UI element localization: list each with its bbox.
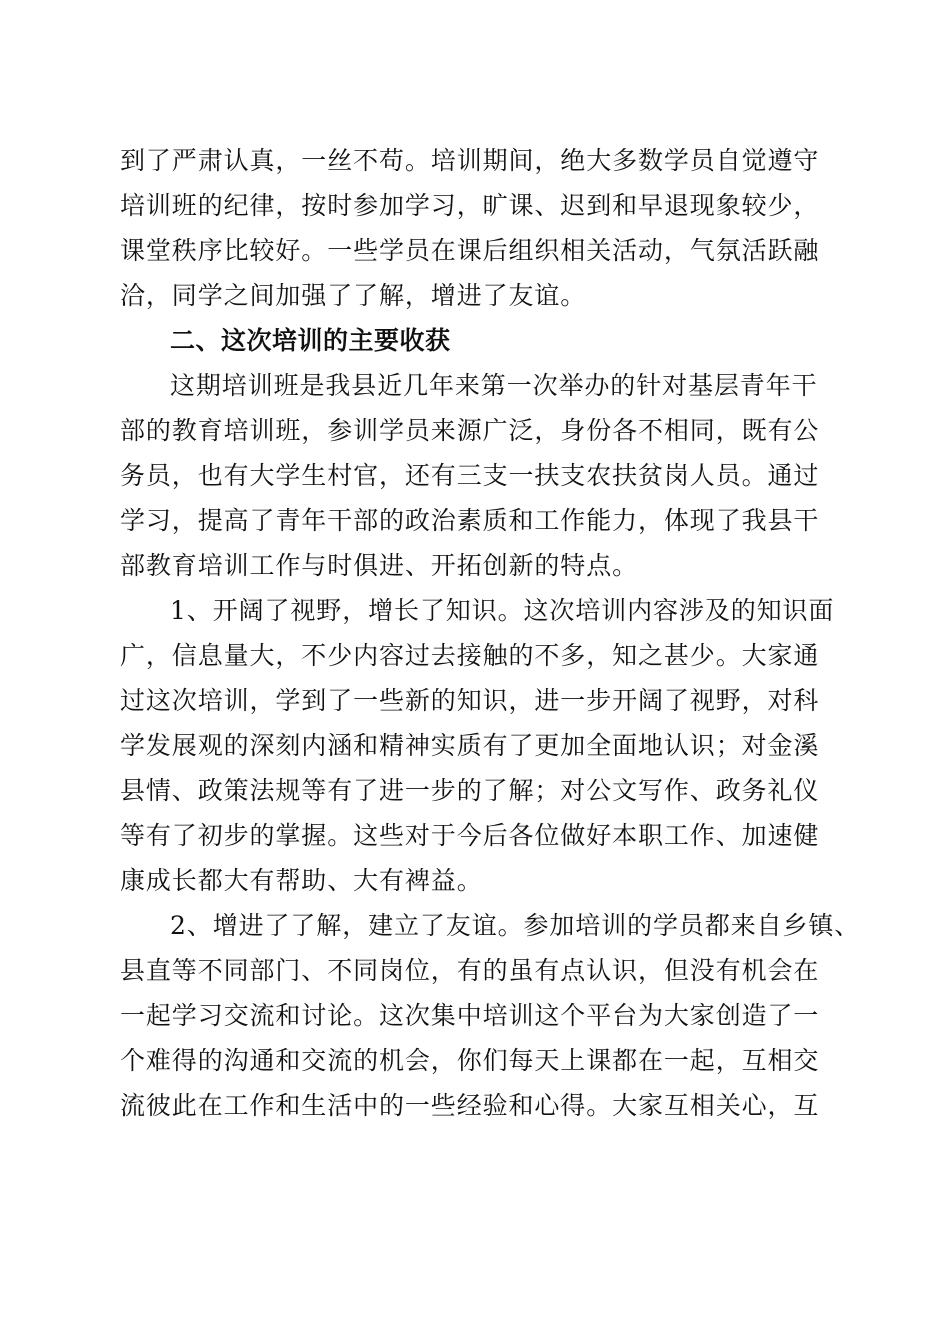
line-text: 等有了初步的掌握。这些对于今后各位做好本职工作、加速健 [120,821,820,850]
line-text: 广，信息量大，不少内容过去接触的不多，知之甚少。大家通 [120,641,820,670]
text-line [0,993,950,1039]
line-text: 流彼此在工作和生活中的一些经验和心得。大家互相关心，互 [120,1091,820,1120]
text-line [0,948,950,994]
line-text: 到了严肃认真，一丝不苟。培训期间，绝大多数学员自觉遵守 [120,146,820,175]
text-line [0,768,950,814]
text-line [0,588,950,634]
text-line [0,273,950,319]
text-line [0,858,950,904]
text-line [0,453,950,499]
line-text: 洽，同学之间加强了了解，增进了友谊。 [120,281,587,310]
text-line [0,498,950,544]
line-text: 培训班的纪律，按时参加学习，旷课、迟到和早退现象较少， [120,191,820,220]
text-line [0,633,950,679]
text-line [0,723,950,769]
text-line [0,138,950,184]
line-text: 县情、政策法规等有了进一步的了解；对公文写作、政务礼仪 [120,776,820,805]
text-line [0,228,950,274]
section-heading-text: 二、这次培训的主要收获 [170,326,451,355]
line-text: 县直等不同部门、不同岗位，有的虽有点认识，但没有机会在 [120,956,820,985]
line-text: 部教育培训工作与时俱进、开拓创新的特点。 [120,551,639,580]
line-text: 课堂秩序比较好。一些学员在课后组织相关活动，气氛活跃融 [120,236,820,265]
line-text: 一起学习交流和讨论。这次集中培训这个平台为大家创造了一 [120,1001,820,1030]
text-line [0,678,950,724]
line-text: 过这次培训，学到了一些新的知识，进一步开阔了视野，对科 [120,686,820,715]
text-line [0,903,950,949]
line-text: 部的教育培训班，参训学员来源广泛，身份各不相同，既有公 [120,416,820,445]
text-line [0,408,950,454]
line-text: 这期培训班是我县近几年来第一次举办的针对基层青年干 [170,371,818,400]
line-text: 学习，提高了青年干部的政治素质和工作能力，体现了我县干 [120,506,820,535]
text-line [0,1038,950,1084]
line-text: 2、增进了了解，建立了友谊。参加培训的学员都来自乡镇、 [170,911,861,940]
text-line [0,183,950,229]
text-line [0,543,950,589]
text-line [0,813,950,859]
line-text: 学发展观的深刻内涵和精神实质有了更加全面地认识；对金溪 [120,731,820,760]
text-line [0,363,950,409]
line-text: 个难得的沟通和交流的机会，你们每天上课都在一起，互相交 [120,1046,820,1075]
line-text: 1、开阔了视野，增长了知识。这次培训内容涉及的知识面 [170,596,835,625]
section-heading [0,318,950,364]
text-line [0,1083,950,1129]
line-text: 康成长都大有帮助、大有裨益。 [120,866,483,895]
line-text: 务员，也有大学生村官，还有三支一扶支农扶贫岗人员。通过 [120,461,820,490]
